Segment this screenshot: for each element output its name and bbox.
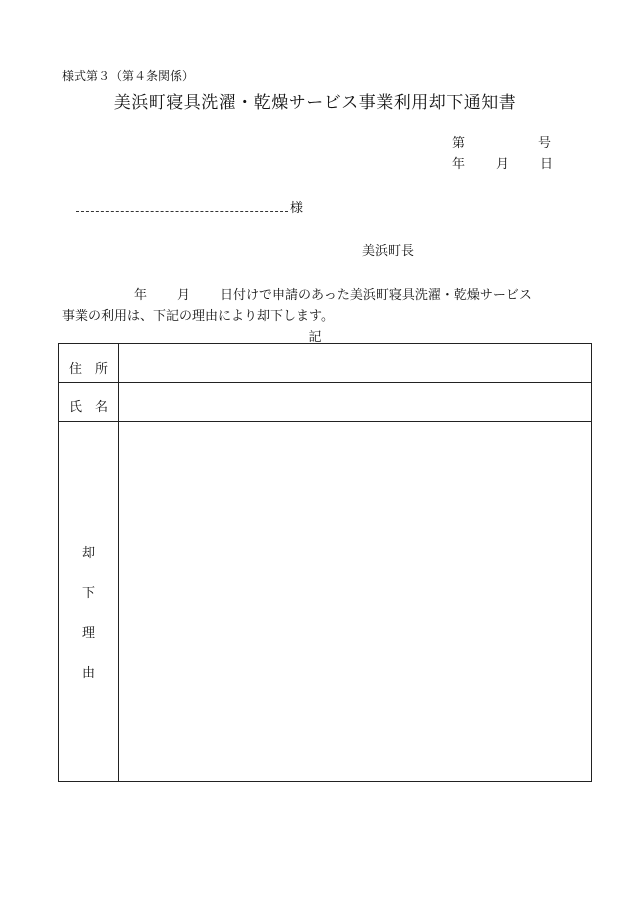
details-table [58, 343, 592, 782]
date-year-label: 年 [452, 157, 466, 172]
number-suffix: 号 [538, 136, 552, 151]
body-month-label: 月 [177, 288, 191, 303]
ki-heading: 記 [308, 330, 322, 345]
reason-label-char-3: 理 [81, 626, 95, 641]
address-label: 住 所 [68, 362, 108, 377]
sender-name: 美浜町長 [362, 244, 415, 259]
body-text-line-2: 事業の利用は、下記の理由により却下します。 [62, 309, 334, 324]
addressee-honorific: 様 [290, 201, 304, 216]
document-title: 美浜町寝具洗濯・乾燥サービス事業利用却下通知書 [113, 93, 517, 113]
reason-label [59, 534, 118, 694]
name-value-cell[interactable] [119, 383, 591, 421]
reason-label-char-4: 由 [81, 666, 95, 681]
reason-label-char-1: 却 [81, 546, 95, 561]
body-year-label: 年 [134, 288, 148, 303]
date-month-label: 月 [496, 157, 510, 172]
number-prefix: 第 [452, 136, 466, 151]
address-value-cell[interactable] [119, 344, 591, 382]
reason-label-char-2: 下 [81, 586, 95, 601]
name-label: 氏 名 [68, 400, 108, 415]
date-day-label: 日 [540, 157, 554, 172]
addressee-blank-line[interactable] [76, 211, 288, 212]
reason-value-cell[interactable] [119, 422, 591, 781]
form-number-label: 様式第３（第４条関係） [62, 69, 195, 83]
body-text-line-1 [62, 284, 532, 303]
body-line1-rest: 日付けで申請のあった美浜町寝具洗濯・乾燥サービス [220, 288, 532, 303]
